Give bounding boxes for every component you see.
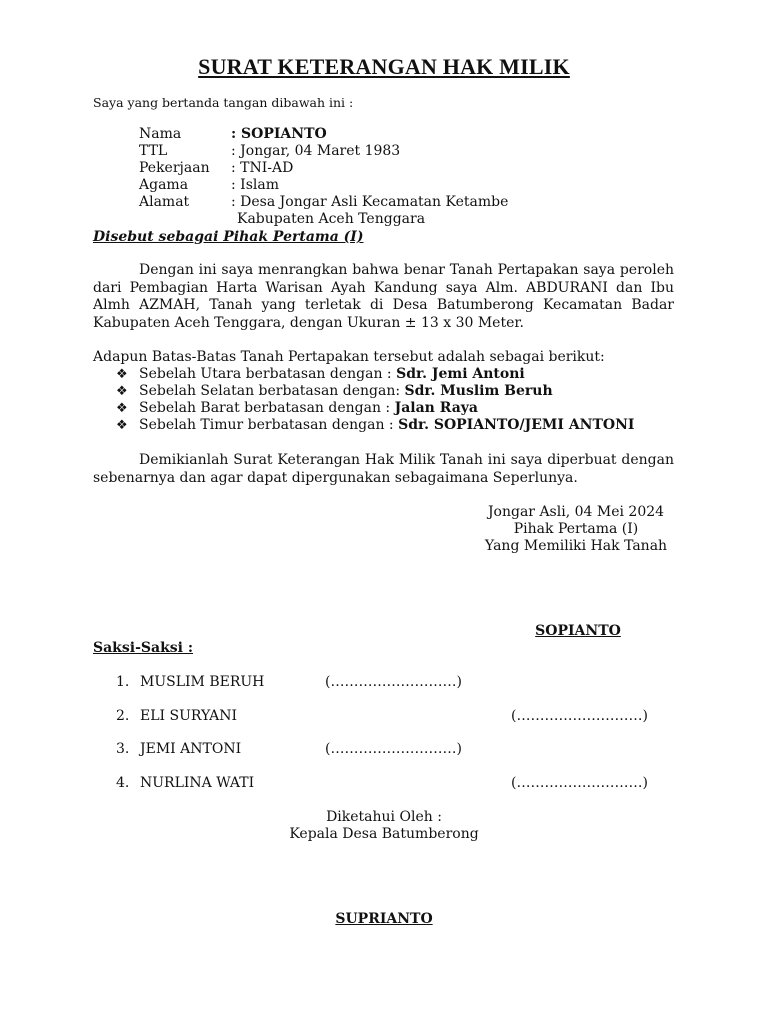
party-heading: Disebut sebagai Pihak Pertama (I) <box>93 229 364 245</box>
identity-label: Nama <box>139 126 182 142</box>
paragraph-closing <box>93 452 674 487</box>
acknowledged-line-1: Diketahui Oleh : <box>326 809 442 825</box>
witness-3-name: JEMI ANTONI <box>140 741 242 757</box>
witness-2-name: ELI SURYANI <box>140 708 238 724</box>
identity-value: : TNI-AD <box>231 160 294 176</box>
village-head-name: SUPRIANTO <box>335 911 433 927</box>
boundary-label: Sebelah Timur berbatasan dengan : <box>139 417 394 433</box>
witnesses-heading: Saksi-Saksi : <box>93 640 194 656</box>
boundary-label: Sebelah Selatan berbatasan dengan: <box>139 383 401 399</box>
intro-text: Saya yang bertanda tangan dibawah ini : <box>93 95 354 110</box>
witness-4-number: 4. <box>116 775 130 791</box>
identity-row-religion <box>139 177 279 194</box>
boundary-south <box>116 383 553 400</box>
identity-row-ttl <box>139 143 400 160</box>
boundary-value: Sdr. Muslim Beruh <box>404 383 553 399</box>
witness-3-signature-line: (………………………) <box>325 741 462 757</box>
witness-1-name: MUSLIM BERUH <box>140 674 265 690</box>
paragraph-closing-text: Demikianlah Surat Keterangan Hak Milik Tanah ini saya diperbuat dengan sebenarnya dan agar dapat dipergunakan sebagaimana Seperlunya. <box>93 452 674 486</box>
identity-value: : Jongar, 04 Maret 1983 <box>231 143 401 159</box>
witness-1-signature-line: (………………………) <box>325 674 462 690</box>
identity-label: Alamat <box>139 194 190 210</box>
signature-owner: Yang Memiliki Hak Tanah <box>484 538 668 554</box>
identity-row-name <box>139 126 327 143</box>
paragraph-inheritance <box>93 262 674 332</box>
witness-2-signature-line: (………………………) <box>511 708 648 724</box>
boundary-value: Sdr. SOPIANTO/JEMI ANTONI <box>398 417 635 433</box>
address-line-2: Kabupaten Aceh Tenggara <box>237 211 426 227</box>
signature-name: SOPIANTO <box>535 623 621 639</box>
identity-value: : Islam <box>231 177 279 193</box>
signature-place-date: Jongar Asli, 04 Mei 2024 <box>487 504 665 520</box>
diamond-bullet-icon: ❖ <box>116 401 128 416</box>
boundary-value: Sdr. Jemi Antoni <box>396 366 525 382</box>
boundary-east <box>116 417 634 434</box>
boundary-value: Jalan Raya <box>394 400 478 416</box>
identity-label: Agama <box>139 177 189 193</box>
witness-3-number: 3. <box>116 741 130 757</box>
document-title: SURAT KETERANGAN HAK MILIK <box>198 54 570 79</box>
acknowledged-line-2: Kepala Desa Batumberong <box>289 826 479 842</box>
boundary-label: Sebelah Barat berbatasan dengan : <box>139 400 391 416</box>
identity-row-address <box>139 194 508 211</box>
identity-label: TTL <box>139 143 168 159</box>
diamond-bullet-icon: ❖ <box>116 384 128 399</box>
witness-4-name: NURLINA WATI <box>140 775 255 791</box>
diamond-bullet-icon: ❖ <box>116 367 128 382</box>
boundary-west <box>116 400 478 417</box>
identity-value: : SOPIANTO <box>231 126 327 142</box>
paragraph-inheritance-text: Dengan ini saya menrangkan bahwa benar Tanah Pertapakan saya peroleh dari Pembagian Harta Warisan Ayah Kandung saya Alm. ABDURANI dan Ibu Almh AZMAH, Tanah yang terletak di Desa Batumberong Kecamatan Badar Kabupaten Aceh Tenggara, dengan Ukuran ± 13 x 30 Meter. <box>93 262 674 331</box>
signature-role: Pihak Pertama (I) <box>513 521 639 537</box>
boundaries-intro: Adapun Batas-Batas Tanah Pertapakan tersebut adalah sebagai berikut: <box>93 349 605 365</box>
witness-1-number: 1. <box>116 674 130 690</box>
identity-label: Pekerjaan <box>139 160 210 176</box>
boundary-label: Sebelah Utara berbatasan dengan : <box>139 366 392 382</box>
identity-row-job <box>139 160 293 177</box>
identity-value: : Desa Jongar Asli Kecamatan Ketambe <box>231 194 509 210</box>
diamond-bullet-icon: ❖ <box>116 418 128 433</box>
witness-2-number: 2. <box>116 708 130 724</box>
boundary-north <box>116 366 525 383</box>
witness-4-signature-line: (………………………) <box>511 775 648 791</box>
